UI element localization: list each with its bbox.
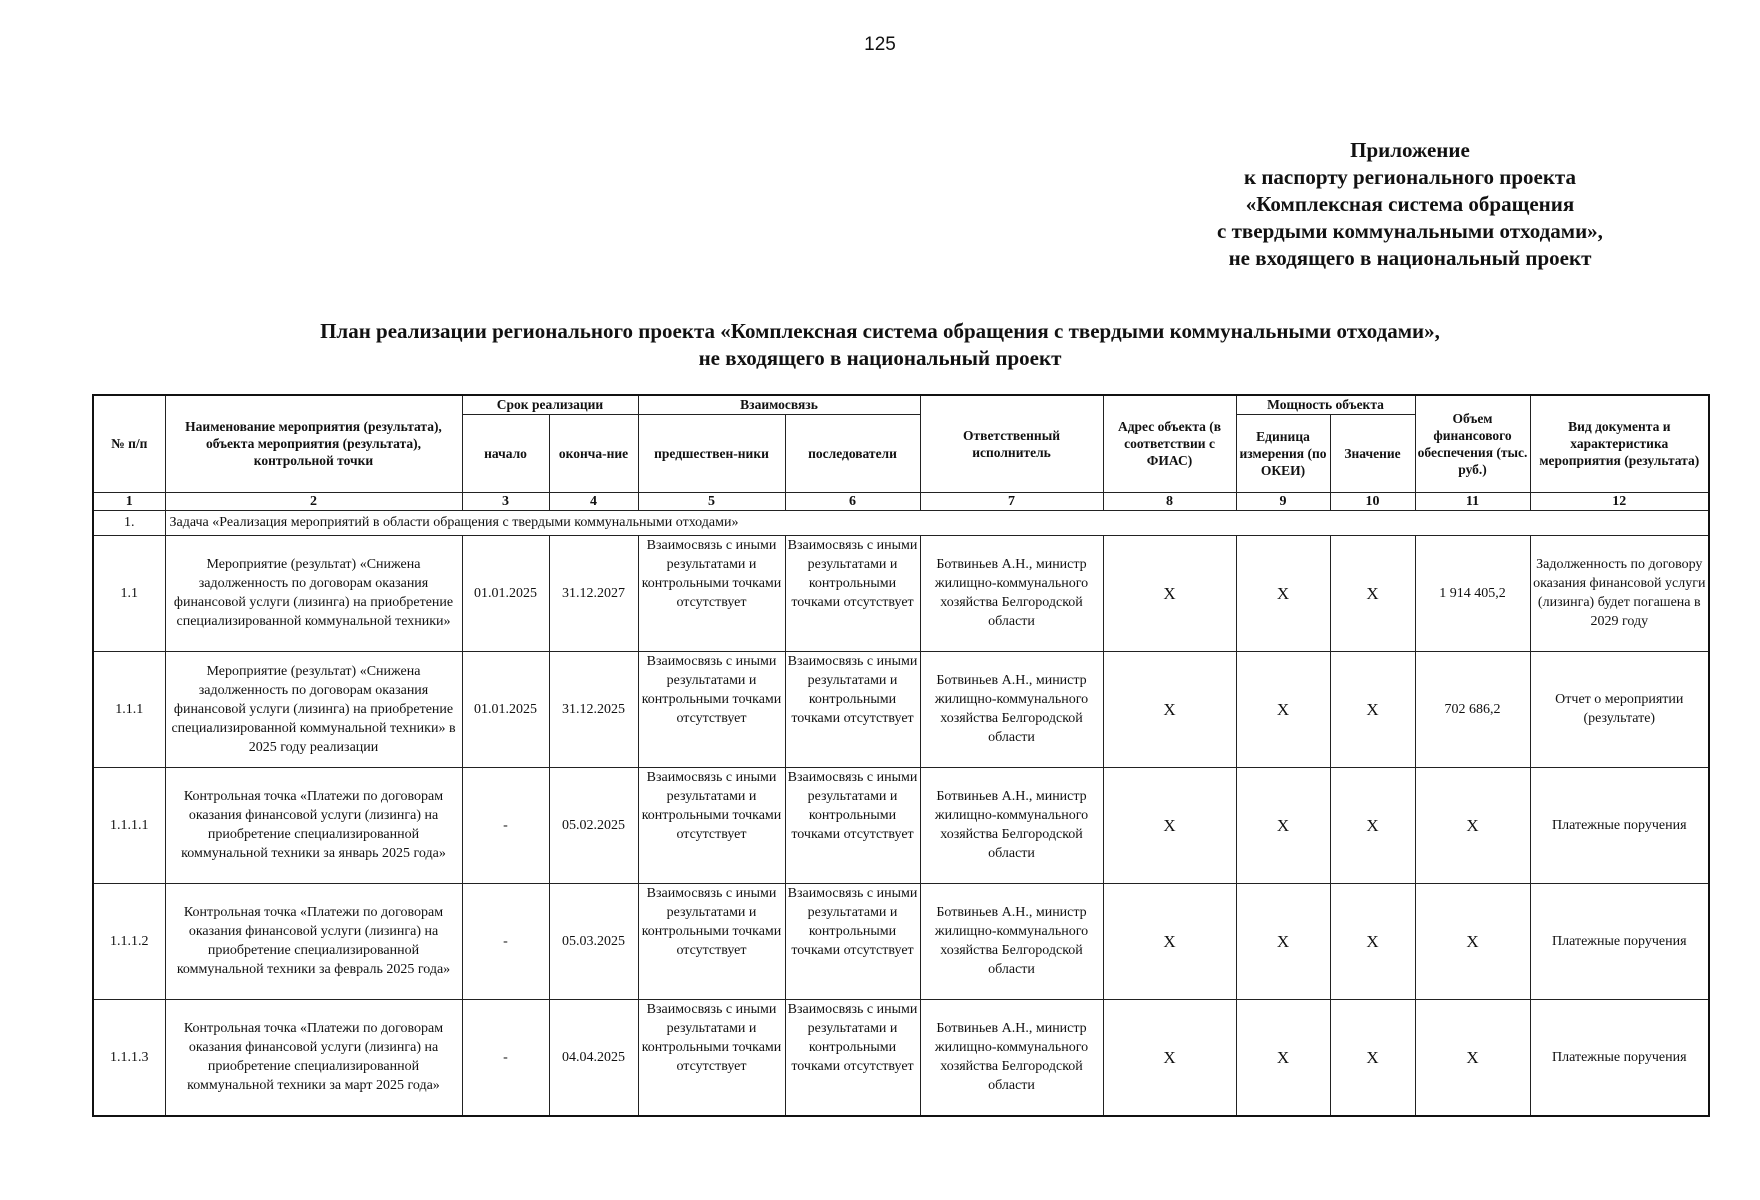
row-doc-type: Платежные поручения xyxy=(1530,999,1709,1116)
row-successors: Взаимосвязь с иными результатами и контрольными точками отсутствует xyxy=(785,883,920,999)
row-address: X xyxy=(1103,535,1236,651)
column-number: 4 xyxy=(549,492,638,510)
row-funding: X xyxy=(1415,767,1530,883)
row-name: Контрольная точка «Платежи по договорам оказания финансовой услуги (лизинга) на приобретение специализированной коммунальной техники за март 2025 года» xyxy=(165,999,462,1116)
task-num: 1. xyxy=(93,510,165,535)
column-number: 1 xyxy=(93,492,165,510)
header-doc-type: Вид документа и характеристика мероприятия (результата) xyxy=(1530,395,1709,492)
header-value: Значение xyxy=(1330,414,1415,492)
header-name: Наименование мероприятия (результата), объекта мероприятия (результата), контрольной точки xyxy=(165,395,462,492)
row-num: 1.1.1.1 xyxy=(93,767,165,883)
header-funding: Объем финансового обеспечения (тыс. руб.) xyxy=(1415,395,1530,492)
row-name: Мероприятие (результат) «Снижена задолженность по договорам оказания финансовой услуги (лизинга) на приобретение специализированной коммунальной техники» xyxy=(165,535,462,651)
header-successors: последователи xyxy=(785,414,920,492)
row-responsible: Ботвиньев А.Н., министр жилищно-коммунального хозяйства Белгородской области xyxy=(920,883,1103,999)
row-num: 1.1.1.3 xyxy=(93,999,165,1116)
row-address: X xyxy=(1103,883,1236,999)
row-value: X xyxy=(1330,883,1415,999)
appendix-line: к паспорту регионального проекта xyxy=(1243,165,1576,189)
row-end: 31.12.2025 xyxy=(549,651,638,767)
row-name: Контрольная точка «Платежи по договорам оказания финансовой услуги (лизинга) на приобретение специализированной коммунальной техники за февраль 2025 года» xyxy=(165,883,462,999)
row-value: X xyxy=(1330,535,1415,651)
table-row xyxy=(93,651,1709,767)
row-successors: Взаимосвязь с иными результатами и контрольными точками отсутствует xyxy=(785,999,920,1116)
header-capacity-group: Мощность объекта xyxy=(1236,395,1415,414)
appendix-line: «Комплексная система обращения xyxy=(1245,192,1575,216)
row-address: X xyxy=(1103,999,1236,1116)
row-successors: Взаимосвязь с иными результатами и контрольными точками отсутствует xyxy=(785,651,920,767)
row-value: X xyxy=(1330,999,1415,1116)
row-name: Контрольная точка «Платежи по договорам оказания финансовой услуги (лизинга) на приобретение специализированной коммунальной техники за январь 2025 года» xyxy=(165,767,462,883)
table-row xyxy=(93,767,1709,883)
row-unit: X xyxy=(1236,999,1330,1116)
table-row xyxy=(93,999,1709,1116)
column-number: 8 xyxy=(1103,492,1236,510)
column-number: 3 xyxy=(462,492,549,510)
row-doc-type: Платежные поручения xyxy=(1530,883,1709,999)
appendix-line: не входящего в национальный проект xyxy=(1228,246,1592,270)
row-responsible: Ботвиньев А.Н., министр жилищно-коммунального хозяйства Белгородской области xyxy=(920,999,1103,1116)
header-num: № п/п xyxy=(93,395,165,492)
row-end: 31.12.2027 xyxy=(549,535,638,651)
row-name: Мероприятие (результат) «Снижена задолженность по договорам оказания финансовой услуги (лизинга) на приобретение специализированной коммунальной техники» в 2025 году реализации xyxy=(165,651,462,767)
row-funding: 1 914 405,2 xyxy=(1415,535,1530,651)
row-num: 1.1.1.2 xyxy=(93,883,165,999)
header-address: Адрес объекта (в соответствии с ФИАС) xyxy=(1103,395,1236,492)
plan-table xyxy=(92,394,1710,1117)
column-number: 7 xyxy=(920,492,1103,510)
row-address: X xyxy=(1103,651,1236,767)
header-responsible: Ответственный исполнитель xyxy=(920,395,1103,492)
row-funding: X xyxy=(1415,883,1530,999)
row-predecessors: Взаимосвязь с иными результатами и контрольными точками отсутствует xyxy=(638,651,785,767)
row-start: - xyxy=(462,999,549,1116)
header-term-group: Срок реализации xyxy=(462,395,638,414)
table-row xyxy=(93,535,1709,651)
column-number: 2 xyxy=(165,492,462,510)
document-title-line: План реализации регионального проекта «Комплексная система обращения с твердыми коммунальными отходами», xyxy=(320,319,1440,343)
appendix-heading xyxy=(1170,137,1650,272)
task-text: Задача «Реализация мероприятий в области обращения с твердыми коммунальными отходами» xyxy=(165,510,1709,535)
row-unit: X xyxy=(1236,535,1330,651)
column-number-row xyxy=(93,492,1709,510)
table-row xyxy=(93,883,1709,999)
row-value: X xyxy=(1330,767,1415,883)
row-funding: X xyxy=(1415,999,1530,1116)
row-responsible: Ботвиньев А.Н., министр жилищно-коммунального хозяйства Белгородской области xyxy=(920,535,1103,651)
row-address: X xyxy=(1103,767,1236,883)
row-unit: X xyxy=(1236,767,1330,883)
column-number: 10 xyxy=(1330,492,1415,510)
row-predecessors: Взаимосвязь с иными результатами и контрольными точками отсутствует xyxy=(638,535,785,651)
page-number: 125 xyxy=(864,34,896,55)
row-doc-type: Отчет о мероприятии (результате) xyxy=(1530,651,1709,767)
row-value: X xyxy=(1330,651,1415,767)
header-unit: Единица измерения (по ОКЕИ) xyxy=(1236,414,1330,492)
header-link-group: Взаимосвязь xyxy=(638,395,920,414)
header-start: начало xyxy=(462,414,549,492)
row-responsible: Ботвиньев А.Н., министр жилищно-коммунального хозяйства Белгородской области xyxy=(920,651,1103,767)
row-doc-type: Задолженность по договору оказания финансовой услуги (лизинга) будет погашена в 2029 году xyxy=(1530,535,1709,651)
row-start: - xyxy=(462,767,549,883)
document-title xyxy=(0,318,1760,372)
row-num: 1.1.1 xyxy=(93,651,165,767)
row-doc-type: Платежные поручения xyxy=(1530,767,1709,883)
row-num: 1.1 xyxy=(93,535,165,651)
row-unit: X xyxy=(1236,651,1330,767)
row-start: - xyxy=(462,883,549,999)
column-number: 9 xyxy=(1236,492,1330,510)
column-number: 12 xyxy=(1530,492,1709,510)
appendix-line: Приложение xyxy=(1350,138,1470,162)
row-successors: Взаимосвязь с иными результатами и контрольными точками отсутствует xyxy=(785,535,920,651)
column-number: 5 xyxy=(638,492,785,510)
row-successors: Взаимосвязь с иными результатами и контрольными точками отсутствует xyxy=(785,767,920,883)
row-end: 05.02.2025 xyxy=(549,767,638,883)
row-start: 01.01.2025 xyxy=(462,535,549,651)
task-row xyxy=(93,510,1709,535)
appendix-line: с твердыми коммунальными отходами», xyxy=(1217,219,1603,243)
header-end: оконча-ние xyxy=(549,414,638,492)
row-predecessors: Взаимосвязь с иными результатами и контрольными точками отсутствует xyxy=(638,999,785,1116)
row-end: 05.03.2025 xyxy=(549,883,638,999)
header-predecessors: предшествен-ники xyxy=(638,414,785,492)
column-number: 11 xyxy=(1415,492,1530,510)
row-funding: 702 686,2 xyxy=(1415,651,1530,767)
row-start: 01.01.2025 xyxy=(462,651,549,767)
document-title-line: не входящего в национальный проект xyxy=(698,346,1062,370)
row-responsible: Ботвиньев А.Н., министр жилищно-коммунального хозяйства Белгородской области xyxy=(920,767,1103,883)
row-predecessors: Взаимосвязь с иными результатами и контрольными точками отсутствует xyxy=(638,883,785,999)
row-predecessors: Взаимосвязь с иными результатами и контрольными точками отсутствует xyxy=(638,767,785,883)
row-unit: X xyxy=(1236,883,1330,999)
column-number: 6 xyxy=(785,492,920,510)
row-end: 04.04.2025 xyxy=(549,999,638,1116)
